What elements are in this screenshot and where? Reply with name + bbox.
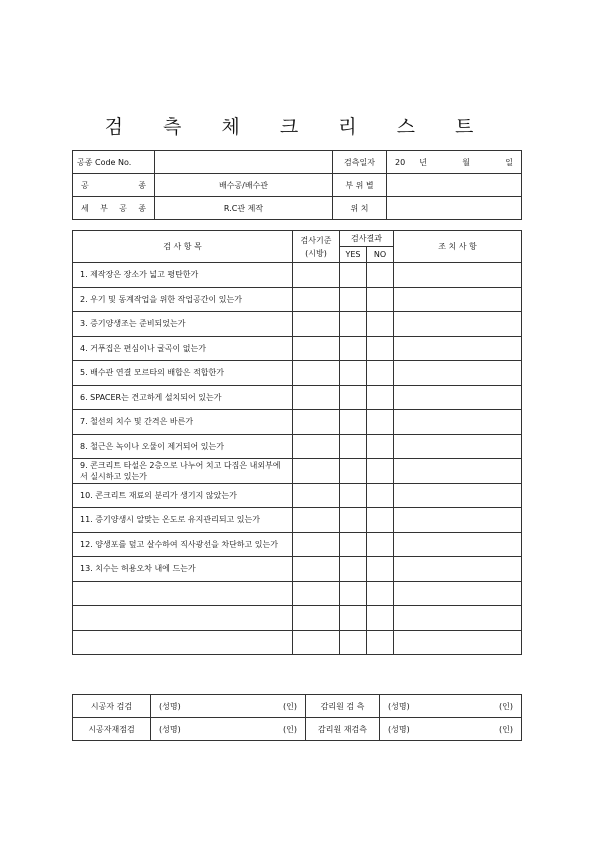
checklist-row — [73, 508, 522, 533]
contractor-reinspect-sign-field[interactable] — [151, 718, 306, 741]
action-cell[interactable] — [394, 410, 522, 435]
checklist-row — [73, 312, 522, 337]
checklist-row — [73, 557, 522, 582]
standard-cell[interactable] — [293, 557, 340, 582]
date-year-unit: 년 — [419, 157, 427, 167]
date-day-unit: 일 — [505, 157, 513, 167]
action-cell[interactable] — [394, 508, 522, 533]
no-checkbox-cell[interactable] — [367, 361, 394, 386]
checklist-item-text: 9. 콘크리트 타설은 2층으로 나누어 치고 다짐은 내외부에서 실시하고 있는가 — [73, 459, 293, 484]
standard-cell[interactable] — [293, 287, 340, 312]
action-cell[interactable] — [394, 532, 522, 557]
checklist-item-text — [73, 581, 293, 606]
no-checkbox-cell[interactable] — [367, 581, 394, 606]
no-checkbox-cell[interactable] — [367, 532, 394, 557]
checklist-row — [73, 606, 522, 631]
signature-row-2 — [73, 718, 522, 741]
checklist-item-text: 2. 우기 및 동계작업을 위한 작업공간이 있는가 — [73, 287, 293, 312]
col-action-header: 조 치 사 항 — [394, 231, 522, 263]
checklist-row — [73, 483, 522, 508]
no-checkbox-cell[interactable] — [367, 410, 394, 435]
checklist-item-text: 10. 콘크리트 재료의 분리가 생기지 않았는가 — [73, 483, 293, 508]
standard-cell[interactable] — [293, 459, 340, 484]
col-yes-header: YES — [340, 247, 367, 263]
yes-checkbox-cell[interactable] — [340, 557, 367, 582]
action-cell[interactable] — [394, 385, 522, 410]
checklist-row — [73, 581, 522, 606]
no-checkbox-cell[interactable] — [367, 606, 394, 631]
col-no-header: NO — [367, 247, 394, 263]
checklist-row — [73, 630, 522, 655]
standard-cell[interactable] — [293, 336, 340, 361]
sign-seal: (인) — [283, 701, 297, 711]
sign-name: (성명) — [388, 701, 410, 711]
standard-cell[interactable] — [293, 410, 340, 435]
yes-checkbox-cell[interactable] — [340, 434, 367, 459]
checklist-row — [73, 287, 522, 312]
standard-cell[interactable] — [293, 434, 340, 459]
checklist-item-text: 7. 철선의 치수 및 간격은 바른가 — [73, 410, 293, 435]
yes-checkbox-cell[interactable] — [340, 385, 367, 410]
checklist-item-text — [73, 630, 293, 655]
action-cell[interactable] — [394, 630, 522, 655]
no-checkbox-cell[interactable] — [367, 483, 394, 508]
yes-checkbox-cell[interactable] — [340, 361, 367, 386]
no-checkbox-cell[interactable] — [367, 630, 394, 655]
standard-cell[interactable] — [293, 630, 340, 655]
standard-cell[interactable] — [293, 483, 340, 508]
yes-checkbox-cell[interactable] — [340, 287, 367, 312]
sign-name: (성명) — [388, 724, 410, 734]
checklist-item-text: 11. 증기양생시 알맞는 온도로 유지관리되고 있는가 — [73, 508, 293, 533]
checklist-row — [73, 532, 522, 557]
no-checkbox-cell[interactable] — [367, 459, 394, 484]
work-type-label: 공 종 — [73, 174, 155, 197]
yes-checkbox-cell[interactable] — [340, 410, 367, 435]
standard-cell[interactable] — [293, 581, 340, 606]
action-cell[interactable] — [394, 336, 522, 361]
no-checkbox-cell[interactable] — [367, 508, 394, 533]
header-info-table — [72, 150, 522, 220]
sign-name: (성명) — [159, 701, 181, 711]
yes-checkbox-cell[interactable] — [340, 312, 367, 337]
action-cell[interactable] — [394, 361, 522, 386]
yes-checkbox-cell[interactable] — [340, 483, 367, 508]
sub-type-label: 세 부 공 종 — [73, 197, 155, 220]
checklist-item-text: 13. 치수는 허용오차 내에 드는가 — [73, 557, 293, 582]
date-month-unit: 월 — [462, 157, 470, 167]
no-checkbox-cell[interactable] — [367, 434, 394, 459]
checklist-row — [73, 434, 522, 459]
checklist-row — [73, 336, 522, 361]
action-cell[interactable] — [394, 581, 522, 606]
standard-cell[interactable] — [293, 508, 340, 533]
no-checkbox-cell[interactable] — [367, 336, 394, 361]
part-value-field[interactable] — [387, 174, 522, 197]
checklist-item-text: 5. 배수관 연결 모르타의 배합은 적합한가 — [73, 361, 293, 386]
yes-checkbox-cell[interactable] — [340, 263, 367, 288]
yes-checkbox-cell[interactable] — [340, 581, 367, 606]
yes-checkbox-cell[interactable] — [340, 606, 367, 631]
col-result-header: 검사결과 — [340, 231, 394, 247]
col-item-header: 검 사 항 목 — [73, 231, 293, 263]
no-checkbox-cell[interactable] — [367, 385, 394, 410]
signature-table — [72, 694, 522, 741]
yes-checkbox-cell[interactable] — [340, 336, 367, 361]
sign-seal: (인) — [283, 724, 297, 734]
checklist-item-text: 8. 철근은 녹이나 오물이 제거되어 있는가 — [73, 434, 293, 459]
date-label: 검측일자 — [333, 151, 387, 174]
checklist-item-text: 1. 제작장은 장소가 넓고 평탄한가 — [73, 263, 293, 288]
no-checkbox-cell[interactable] — [367, 287, 394, 312]
col-standard-header: 검사기준 (시방) — [293, 231, 340, 263]
contractor-inspect-label: 시공자 검검 — [73, 695, 151, 718]
date-value-field[interactable] — [387, 151, 522, 174]
part-label: 부 위 별 — [333, 174, 387, 197]
action-cell[interactable] — [394, 287, 522, 312]
checklist-row — [73, 459, 522, 484]
action-cell[interactable] — [394, 459, 522, 484]
code-value-field[interactable] — [155, 151, 333, 174]
yes-checkbox-cell[interactable] — [340, 630, 367, 655]
code-label: 공종 Code No. — [73, 151, 155, 174]
contractor-inspect-sign-field[interactable] — [151, 695, 306, 718]
action-cell[interactable] — [394, 263, 522, 288]
supervisor-reinspect-label: 감리원 재검측 — [306, 718, 380, 741]
checklist-item-text: 3. 증기양생조는 준비되었는가 — [73, 312, 293, 337]
sign-seal: (인) — [499, 724, 513, 734]
supervisor-inspect-sign-field[interactable] — [380, 695, 522, 718]
action-cell[interactable] — [394, 434, 522, 459]
yes-checkbox-cell[interactable] — [340, 508, 367, 533]
action-cell[interactable] — [394, 312, 522, 337]
action-cell[interactable] — [394, 483, 522, 508]
standard-cell[interactable] — [293, 532, 340, 557]
action-cell[interactable] — [394, 606, 522, 631]
checklist-table — [72, 230, 522, 655]
no-checkbox-cell[interactable] — [367, 557, 394, 582]
page-title: 검 측 체 크 리 스 트 — [104, 116, 491, 138]
no-checkbox-cell[interactable] — [367, 312, 394, 337]
contractor-reinspect-label: 시공자재점검 — [73, 718, 151, 741]
standard-cell[interactable] — [293, 606, 340, 631]
checklist-row — [73, 361, 522, 386]
standard-cell[interactable] — [293, 263, 340, 288]
supervisor-reinspect-sign-field[interactable] — [380, 718, 522, 741]
location-value-field[interactable] — [387, 197, 522, 220]
checklist-item-text — [73, 606, 293, 631]
checklist-row — [73, 385, 522, 410]
standard-cell[interactable] — [293, 385, 340, 410]
checklist-item-text: 4. 거푸집은 편심이나 굴곡이 없는가 — [73, 336, 293, 361]
yes-checkbox-cell[interactable] — [340, 459, 367, 484]
sign-seal: (인) — [499, 701, 513, 711]
sign-name: (성명) — [159, 724, 181, 734]
work-type-value[interactable]: 배수공/배수관 — [155, 174, 333, 197]
yes-checkbox-cell[interactable] — [340, 532, 367, 557]
date-year: 20 — [395, 157, 406, 167]
checklist-row — [73, 263, 522, 288]
sub-type-value[interactable]: R.C관 제작 — [155, 197, 333, 220]
checklist-item-text: 12. 양생포를 덮고 살수하여 직사광선을 차단하고 있는가 — [73, 532, 293, 557]
standard-cell[interactable] — [293, 361, 340, 386]
checklist-item-text: 6. SPACER는 견고하게 설치되어 있는가 — [73, 385, 293, 410]
supervisor-inspect-label: 감리원 검 측 — [306, 695, 380, 718]
checklist-row — [73, 410, 522, 435]
signature-row-1 — [73, 695, 522, 718]
location-label: 위 치 — [333, 197, 387, 220]
no-checkbox-cell[interactable] — [367, 263, 394, 288]
standard-cell[interactable] — [293, 312, 340, 337]
action-cell[interactable] — [394, 557, 522, 582]
